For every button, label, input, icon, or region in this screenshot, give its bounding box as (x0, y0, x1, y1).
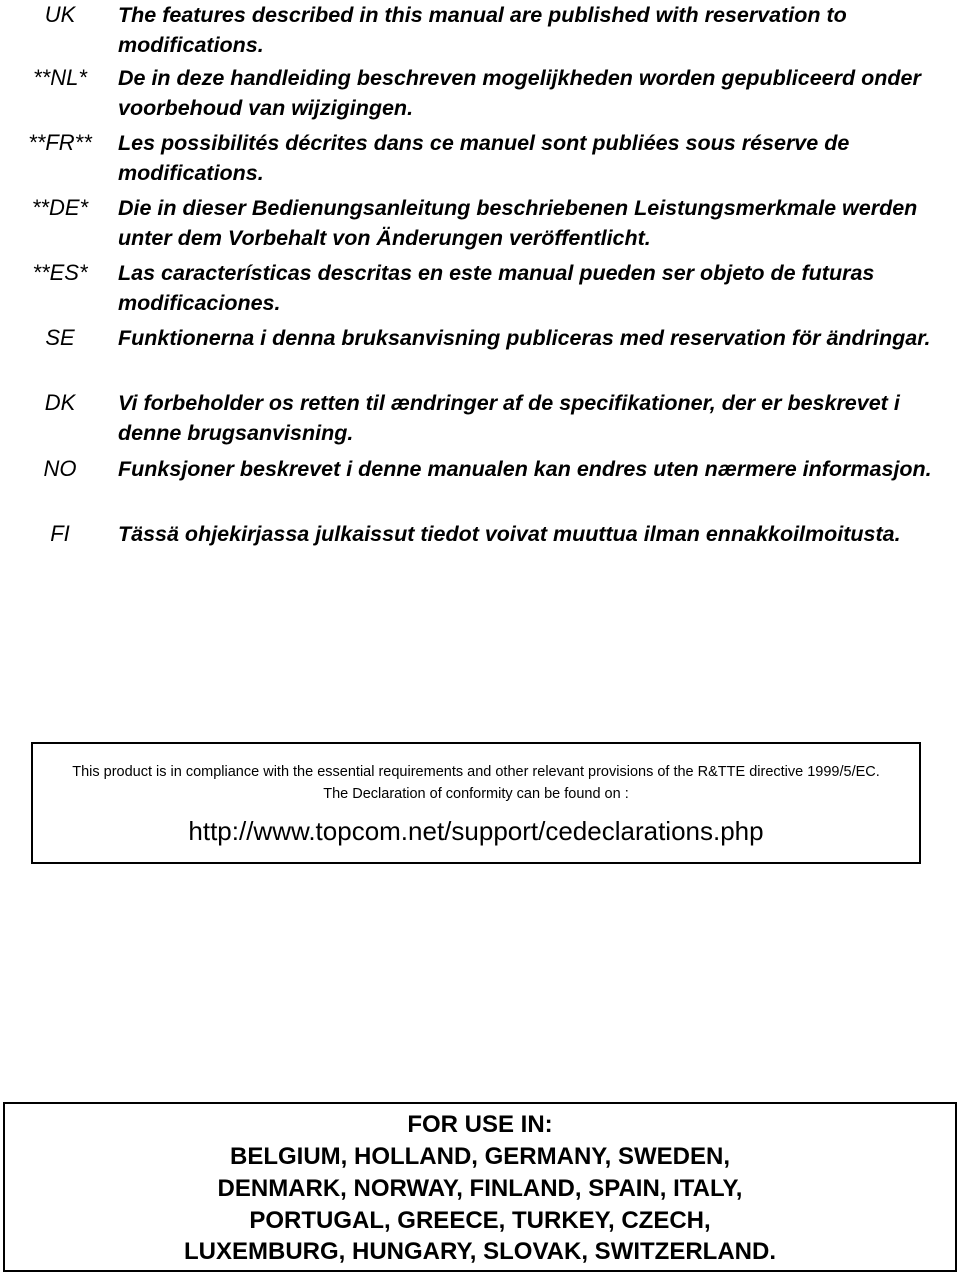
language-notice-de (0, 193, 960, 257)
language-notice-text: De in deze handleiding beschreven mogelijkheden worden gepubliceerd onder voorbehoud van wijzigingen. (118, 66, 921, 120)
declaration-note: The Declaration of conformity can be found on : (323, 786, 629, 802)
for-use-in-box (3, 1102, 957, 1272)
compliance-statement: This product is in compliance with the essential requirements and other relevant provisions of the R&TTE directive 1999/5/EC. (72, 764, 880, 780)
country-list-line: DENMARK, NORWAY, FINLAND, SPAIN, ITALY, (217, 1175, 743, 1202)
language-notice-se (0, 323, 960, 387)
language-notice-text: Las características descritas en este manual pueden ser objeto de futuras modificaciones. (118, 261, 875, 315)
language-notice-text: The features described in this manual are published with reservation to modifications. (118, 3, 847, 57)
language-code: **DE* (31, 195, 89, 220)
language-code: DK (44, 390, 76, 415)
country-list-line: LUXEMBURG, HUNGARY, SLOVAK, SWITZERLAND. (184, 1238, 776, 1265)
language-notice-text: Les possibilités décrites dans ce manuel sont publiées sous réserve de modifications. (118, 131, 850, 185)
language-notice-text: Vi forbeholder os retten til ændringer af de specifikationer, der er beskrevet i denne brugsanvisning. (118, 391, 900, 445)
language-notice-no (0, 454, 960, 518)
language-code: **NL* (33, 65, 87, 90)
language-notice-text: Funktionerna i denna bruksanvisning publiceras med reservation för ändringar. (118, 326, 931, 350)
language-code: **FR** (28, 130, 92, 155)
language-notice-dk (0, 388, 960, 452)
language-notice-text: Tässä ohjekirjassa julkaissut tiedot voivat muuttua ilman ennakkoilmoitusta. (118, 522, 901, 546)
language-code: FI (50, 521, 70, 546)
country-list-line: PORTUGAL, GREECE, TURKEY, CZECH, (249, 1207, 711, 1234)
language-notice-nl (0, 63, 960, 127)
language-code: **ES* (32, 260, 88, 285)
language-notice-text: Die in dieser Bedienungsanleitung beschriebenen Leistungsmerkmale werden unter dem Vorbehalt von Änderungen veröffentlicht. (118, 196, 918, 250)
declaration-url: http://www.topcom.net/support/cedeclarations.php (188, 816, 764, 846)
language-code: SE (45, 325, 75, 350)
language-code: NO (43, 456, 77, 481)
language-notice-fi (0, 519, 960, 583)
for-use-in-heading: FOR USE IN: (407, 1111, 553, 1138)
country-list-line: BELGIUM, HOLLAND, GERMANY, SWEDEN, (229, 1143, 730, 1170)
language-notice-es (0, 258, 960, 322)
language-notice-uk (0, 0, 960, 64)
language-code: UK (44, 2, 76, 27)
language-notice-fr (0, 128, 960, 192)
compliance-box (31, 742, 921, 864)
language-notice-text: Funksjoner beskrevet i denne manualen kan endres uten nærmere informasjon. (118, 457, 932, 481)
